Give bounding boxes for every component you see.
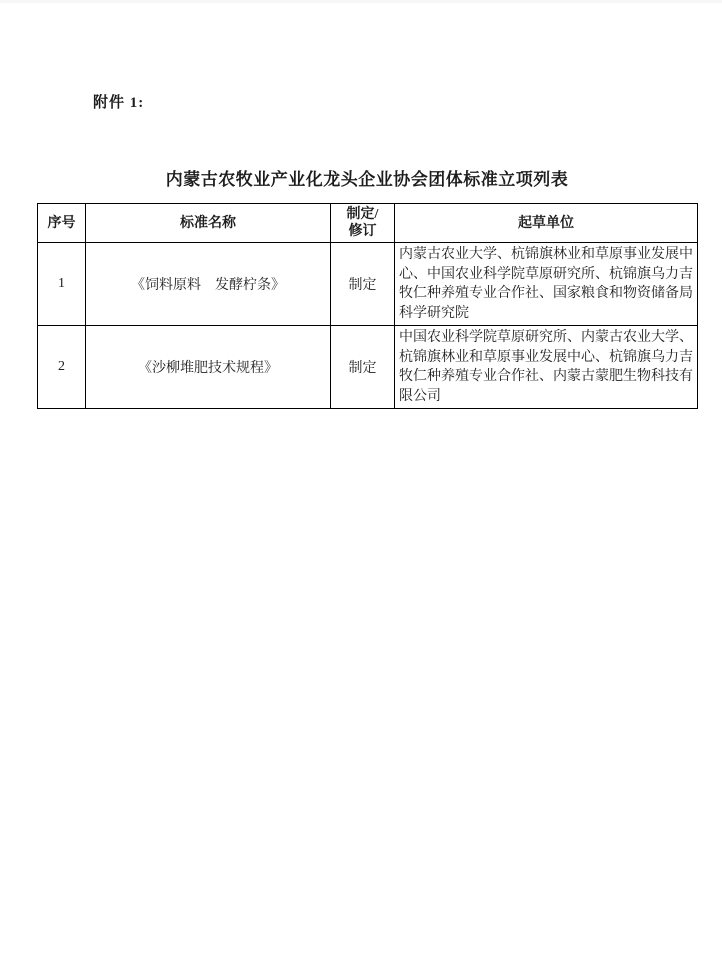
column-header-name: 标准名称 bbox=[86, 204, 331, 243]
column-header-type: 制定/ 修订 bbox=[331, 204, 395, 243]
page-title: 内蒙古农牧业产业化龙头企业协会团体标准立项列表 bbox=[165, 170, 569, 189]
drafting-units: 内蒙古农业大学、杭锦旗林业和草原事业发展中心、中国农业科学院草原研究所、杭锦旗乌力吉牧仁种养殖专业合作社、国家粮食和物资储备局科学研究院 bbox=[395, 243, 698, 326]
column-header-no: 序号 bbox=[38, 204, 86, 243]
attachment-label: 附件 1: bbox=[93, 95, 145, 111]
table-row bbox=[38, 243, 698, 326]
formulation-type: 制定 bbox=[331, 243, 395, 326]
table-row bbox=[38, 326, 698, 409]
drafting-units: 中国农业科学院草原研究所、内蒙古农业大学、杭锦旗林业和草原事业发展中心、杭锦旗乌力吉牧仁种养殖专业合作社、内蒙古蒙肥生物科技有限公司 bbox=[395, 326, 698, 409]
standard-name: 《沙柳堆肥技术规程》 bbox=[86, 326, 331, 409]
row-number: 2 bbox=[38, 326, 86, 409]
standards-table bbox=[37, 203, 698, 409]
row-number: 1 bbox=[38, 243, 86, 326]
column-header-drafters: 起草单位 bbox=[395, 204, 698, 243]
standard-name: 《饲料原料 发酵柠条》 bbox=[86, 243, 331, 326]
table-header-row bbox=[38, 204, 698, 243]
formulation-type: 制定 bbox=[331, 326, 395, 409]
